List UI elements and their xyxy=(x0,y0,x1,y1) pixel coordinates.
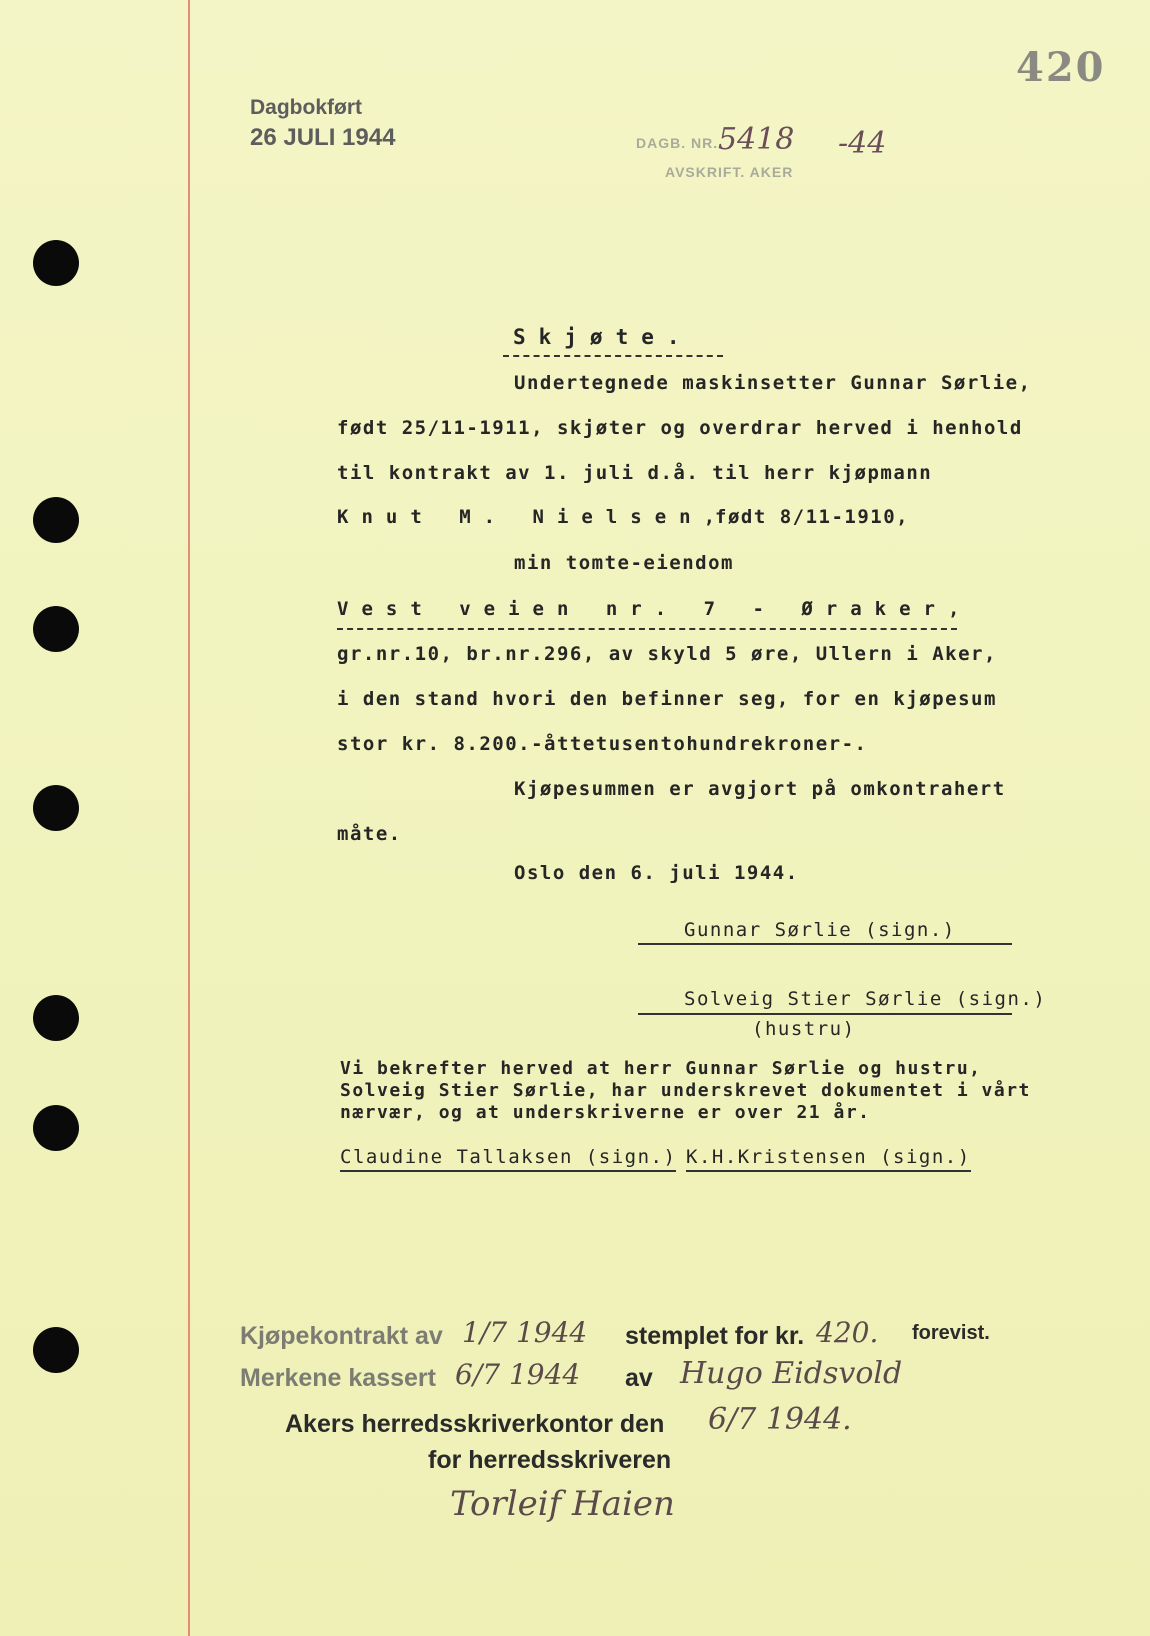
stamp-dagb-year: -44 xyxy=(838,126,887,161)
stamp-dagb-number: 5418 xyxy=(718,122,795,157)
place-date: Oslo den 6. juli 1944. xyxy=(514,862,799,884)
stamp-dagb-sub: AVSKRIFT. AKER xyxy=(665,164,794,180)
punch-hole xyxy=(33,1327,79,1373)
signature-line xyxy=(638,1013,1012,1015)
punch-hole xyxy=(33,995,79,1041)
registry-line3-prefix: Akers herredsskriverkontor den xyxy=(285,1410,665,1438)
deed-title: Skjøte. xyxy=(513,325,693,349)
witness-line: Solveig Stier Sørlie, har underskrevet dokumentet i vårt xyxy=(340,1080,1031,1101)
witness-kristensen: K.H.Kristensen (sign.) xyxy=(686,1146,971,1172)
signature-gunnar: Gunnar Sørlie (sign.) xyxy=(684,919,956,941)
registry-line2-mid: av xyxy=(625,1364,653,1392)
address-underline xyxy=(337,628,957,630)
registry-line1-mid: stemplet for kr. xyxy=(625,1322,805,1350)
witness-claudine: Claudine Tallaksen (sign.) xyxy=(340,1146,676,1172)
deed-line: stor kr. 8.200.-åttetusentohundrekroner-. xyxy=(337,733,868,755)
property-intro: min tomte-eiendom xyxy=(514,552,734,574)
deed-line: født 25/11-1911, skjøter og overdrar herved i henhold xyxy=(337,417,1023,439)
registry-line2-date: 6/7 1944 xyxy=(455,1358,581,1391)
deed-line: gr.nr.10, br.nr.296, av skyld 5 øre, Ullern i Aker, xyxy=(337,643,997,665)
buyer-born: født 8/11-1910, xyxy=(715,506,910,528)
payment-line: måte. xyxy=(337,823,402,845)
signature-line xyxy=(638,943,1012,945)
registry-line1-date: 1/7 1944 xyxy=(462,1316,588,1349)
signature-solveig: Solveig Stier Sørlie (sign.) xyxy=(684,988,1047,1010)
deed-line: i den stand hvori den befinner seg, for en kjøpesum xyxy=(337,688,997,710)
registry-line1-suffix: forevist. xyxy=(912,1322,990,1344)
stamp-dagb-label: DAGB. NR. xyxy=(636,135,719,151)
registry-line4: for herredsskriveren xyxy=(428,1446,672,1474)
registry-line1-prefix: Kjøpekontrakt av xyxy=(240,1322,443,1350)
registry-line3-date: 6/7 1944. xyxy=(708,1402,852,1437)
registry-line2-prefix: Merkene kassert xyxy=(240,1364,436,1392)
punch-hole xyxy=(33,497,79,543)
property-address: Vest veien nr. 7 - Øraker, xyxy=(337,598,973,620)
witness-line: nærvær, og at underskriverne er over 21 år. xyxy=(340,1102,871,1123)
punch-hole xyxy=(33,240,79,286)
punch-hole xyxy=(33,606,79,652)
stamp-dagbokfort-label: Dagbokført xyxy=(250,96,362,119)
deed-line: Undertegnede maskinsetter Gunnar Sørlie, xyxy=(514,372,1032,394)
registry-line2-sign: Hugo Eidsvold xyxy=(680,1356,903,1391)
witness-line: Vi bekrefter herved at herr Gunnar Sørlie og hustru, xyxy=(340,1058,982,1079)
registry-line1-amount: 420. xyxy=(816,1316,879,1349)
red-margin-line xyxy=(188,0,190,1636)
deed-line: til kontrakt av 1. juli d.å. til herr kjøpmann xyxy=(337,462,933,484)
signature-note: (hustru) xyxy=(752,1018,856,1040)
buyer-name: Knut M. Nielsen, xyxy=(337,506,729,528)
title-underline xyxy=(503,355,723,357)
registry-signature: Torleif Haien xyxy=(450,1484,675,1524)
payment-line: Kjøpesummen er avgjort på omkontrahert xyxy=(514,778,1006,800)
punch-hole xyxy=(33,1105,79,1151)
punch-hole xyxy=(33,785,79,831)
stamp-dagbokfort-date: 26 JULI 1944 xyxy=(250,124,396,151)
page-number: 420 xyxy=(1016,44,1106,91)
